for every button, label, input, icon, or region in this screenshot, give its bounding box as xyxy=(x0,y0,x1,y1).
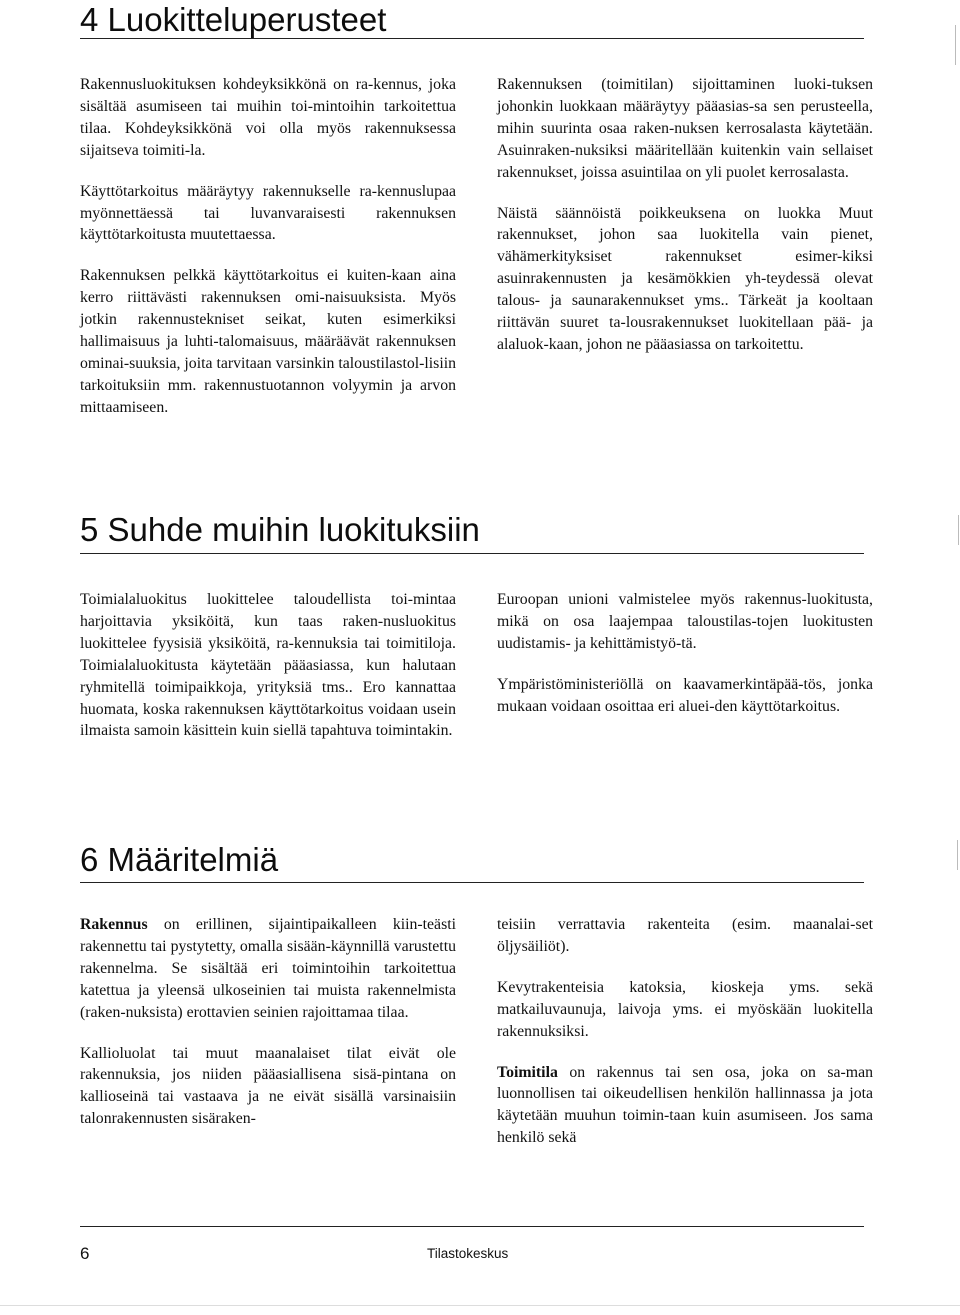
paragraph: Rakennuksen pelkkä käyttötarkoitus ei kuiten-kaan aina kerro riittävästi rakennuksen omi-naisuuksista. Myös jotkin rakennustekniset seikat, kuten esimerkiksi hallimaisuus ja luhti-talomaisuus, määräävät rakennuksen ominai-suuksia, joita tarvitaan varsinkin taloustilastol-lisiin tarkoituksiin mm. rakennustuotannon volyymin ja arvon mittaamiseen. xyxy=(80,267,456,416)
paragraph: Toimialaluokitus luokittelee taloudellista toi-mintaa harjoittavia yksiköitä, kun taas raken-nusluokitus luokittelee fyysisiä yksiköitä, ra-kennuksia tai toimitiloja. Toimialaluokitusta käytetään pääasiassa, kun halutaan ryhmitellä toimipaikkoja, yrityksiä tms.. Ero kannattaa huomata, koska rakennuksen käyttötarkoitus voidaan usein ilmaista samoin käsittein kuin siellä tapahtuva toimintakin. xyxy=(80,591,456,740)
definition-term: Toimitila xyxy=(497,1063,558,1081)
section-4-left-column xyxy=(80,74,456,438)
paragraph xyxy=(497,977,873,1043)
definition-term: Rakennus xyxy=(80,916,148,933)
paragraph-text: Kallioluolat tai muut maanalaiset tilat eivät ole rakennuksia, jos niiden pääasiallisena sisä-pintana on kallioseinä tai vastaava ja ne eivät sisällä varsinaisiin talonrakennusten sisäraken- xyxy=(80,1044,456,1128)
scan-artifact xyxy=(955,25,956,65)
definition-text: on rakennus tai sen osa, joka on sa-man luonnollisen tai oikeudellisen henkilön hallinnassa ja jota käytetään muuhun toimin-taan kuin asumiseen. Jos sama henkilö sekä xyxy=(497,1063,873,1147)
definition-paragraph xyxy=(497,1062,873,1150)
section-5-right-column xyxy=(497,589,873,737)
paragraph: Rakennusluokituksen kohdeyksikkönä on ra-kennus, joka sisältää asumiseen tai muihin toi-mintoihin tarkoitettua tilaa. Kohdeyksikkönä voi olla myös rakennuksessa sijaitseva toimiti-la. xyxy=(80,76,456,159)
paragraph: Euroopan unioni valmistelee myös rakennus-luokitusta, mikä on osa laajempaa taloustilas-tojen luokitusten uudistamis- ja kehittämistyö-tä. xyxy=(497,591,873,652)
scan-artifact xyxy=(957,840,958,870)
section-5-left-column xyxy=(80,589,456,761)
section-5-heading: 5 Suhde muihin luokituksiin xyxy=(80,511,480,548)
paragraph: Näistä säännöistä poikkeuksena on luokka Muut rakennukset, johon saa luokitella vain pienet, vähämerkityksiset rakennukset esimer-kiksi asuinrakennusten ja kesämökkien yh-teydessä olevat talous- ja saunarakennukset yms.. Tärkeät ja kooltaan riittävän suuret ta-lousrakennukset luokitellaan pää- ja alaluok-kaan, johon ne pääasiassa on tarkoitettu. xyxy=(497,204,873,353)
definition-text: on erillinen, sijaintipaikalleen kiin-teästi rakennettu tai pystytetty, omalla sisään-käynnillä varustettu rakennelma. Se sisältää eri toimintoihin tarkoitettua katettua ja yleensä ulkoseinien tai muista rakennelmista (raken-nuksista) erottavien seinien rajoittamaa tilaa. xyxy=(80,916,456,1021)
section-6-left-column xyxy=(80,914,456,1149)
section-4-rule xyxy=(80,38,864,39)
paragraph-text: Kevytrakenteisia katoksia, kioskeja yms. sekä matkailuvaunuja, laivoja yms. ei myöskään luokitella rakennuksiksi. xyxy=(497,978,873,1040)
section-6-right-column xyxy=(497,914,873,1168)
definition-paragraph xyxy=(80,914,456,1024)
section-4-right-column xyxy=(497,74,873,375)
publisher-name: Tilastokeskus xyxy=(427,1246,509,1261)
section-6-rule xyxy=(80,882,864,883)
paragraph-text: teisiin verrattavia rakenteita (esim. maanalai-set öljysäiliöt). xyxy=(497,916,873,955)
scan-artifact xyxy=(0,1305,960,1306)
paragraph xyxy=(497,914,873,958)
section-4-heading: 4 Luokitteluperusteet xyxy=(80,1,387,38)
page-number: 6 xyxy=(80,1244,90,1263)
paragraph: Rakennuksen (toimitilan) sijoittaminen luoki-tuksen johonkin luokkaan määräytyy pääasias-sa sen perusteella, mihin suurinta osaa raken-nuksen kerrosalasta käytetään. Asuinraken-nuksiksi määritellään kuitenkin vain sellaiset rakennukset, joissa asuintilaa on yli puolet kerrosalasta. xyxy=(497,76,873,181)
footer-rule xyxy=(80,1226,864,1227)
section-6-heading: 6 Määritelmiä xyxy=(80,841,279,878)
paragraph: Ympäristöministeriöllä on kaavamerkintäpää-tös, jonka mukaan voidaan osoittaa eri aluei-den käyttötarkoitus. xyxy=(497,675,873,715)
paragraph: Käyttötarkoitus määräytyy rakennukselle ra-kennuslupaa myönnettäessä tai luvanvaraisesti rakennuksen käyttötarkoitusta muutettaessa. xyxy=(80,182,456,244)
paragraph xyxy=(80,1043,456,1131)
section-5-rule xyxy=(80,553,864,554)
scan-artifact xyxy=(958,515,959,545)
